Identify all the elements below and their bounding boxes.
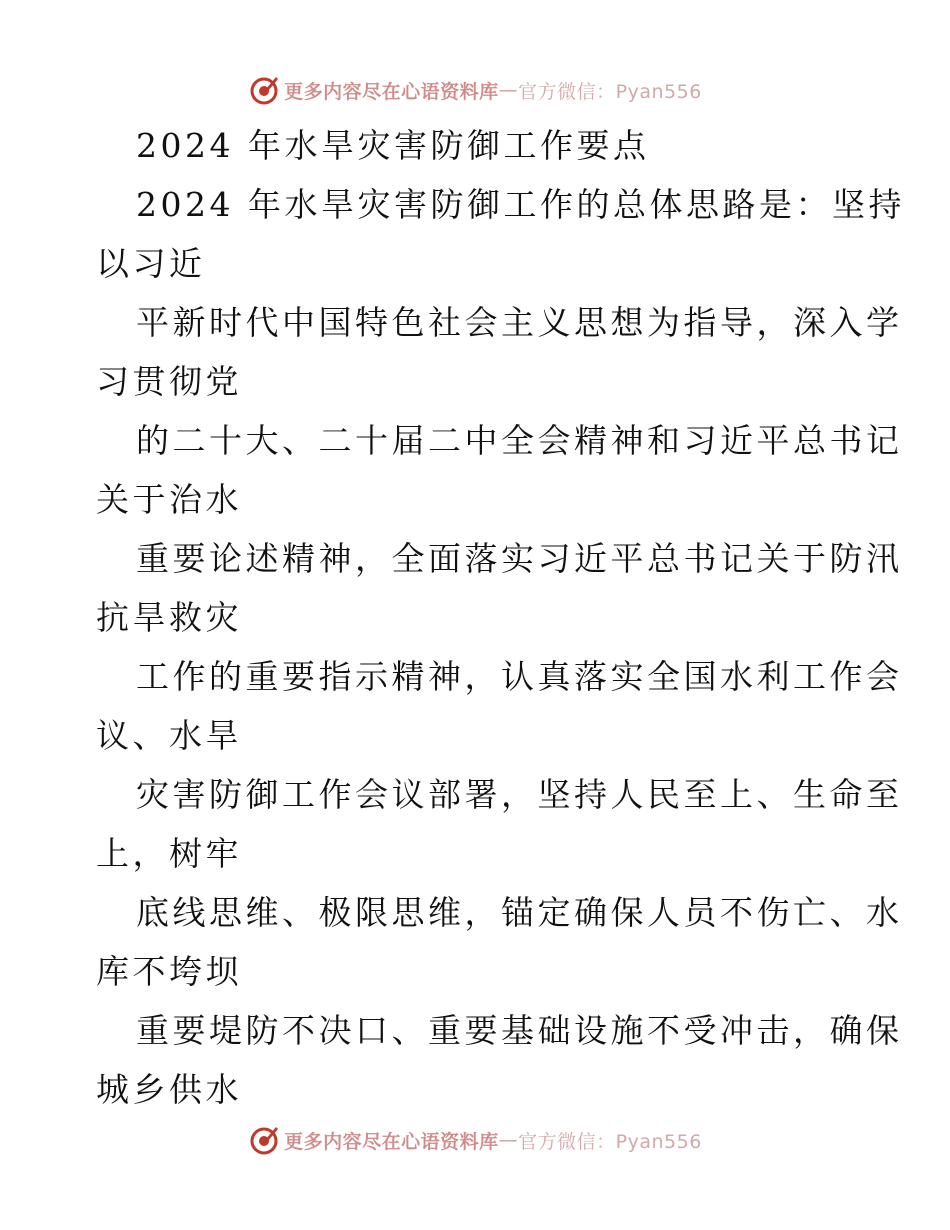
- body-line: 平新时代中国特色社会主义思想为指导，深入学: [136, 303, 903, 342]
- watermark-separator: —: [498, 1129, 519, 1151]
- footer-watermark: [0, 1120, 950, 1160]
- watermark-main-text: 更多内容尽在心语资料库: [284, 80, 499, 103]
- watermark-main-text: 更多内容尽在心语资料库: [284, 1130, 499, 1153]
- body-line: 关于治水: [96, 480, 242, 519]
- watermark-contact-text: 官方微信：Pyan556: [518, 80, 702, 103]
- body-line: 底线思维、极限思维，锚定确保人员不伤亡、水: [136, 893, 903, 932]
- body-line: 库不垮坝: [96, 952, 242, 991]
- body-line: 抗旱救灾: [96, 598, 242, 637]
- body-line: 灾害防御工作会议部署，坚持人民至上、生命至: [136, 775, 903, 814]
- body-line: 重要论述精神，全面落实习近平总书记关于防汛: [136, 539, 903, 578]
- header-watermark: [0, 70, 950, 110]
- body-line: 上，树牢: [96, 834, 242, 873]
- body-line: 习贯彻党: [96, 362, 242, 401]
- document-title: 2024 年水旱灾害防御工作要点: [136, 126, 650, 165]
- watermark-separator: —: [498, 79, 519, 101]
- body-line: 城乡供水: [96, 1070, 242, 1109]
- body-line: 的二十大、二十届二中全会精神和习近平总书记: [136, 421, 903, 460]
- brand-logo-icon: [248, 74, 280, 106]
- brand-logo-icon: [248, 1124, 280, 1156]
- watermark-contact-text: 官方微信：Pyan556: [518, 1130, 702, 1153]
- body-line: 2024 年水旱灾害防御工作的总体思路是：坚持: [136, 185, 905, 224]
- body-line: 重要堤防不决口、重要基础设施不受冲击，确保: [136, 1011, 903, 1050]
- body-line: 工作的重要指示精神，认真落实全国水利工作会: [136, 657, 903, 696]
- body-line: 议、水旱: [96, 716, 242, 755]
- body-line: 以习近: [96, 244, 206, 283]
